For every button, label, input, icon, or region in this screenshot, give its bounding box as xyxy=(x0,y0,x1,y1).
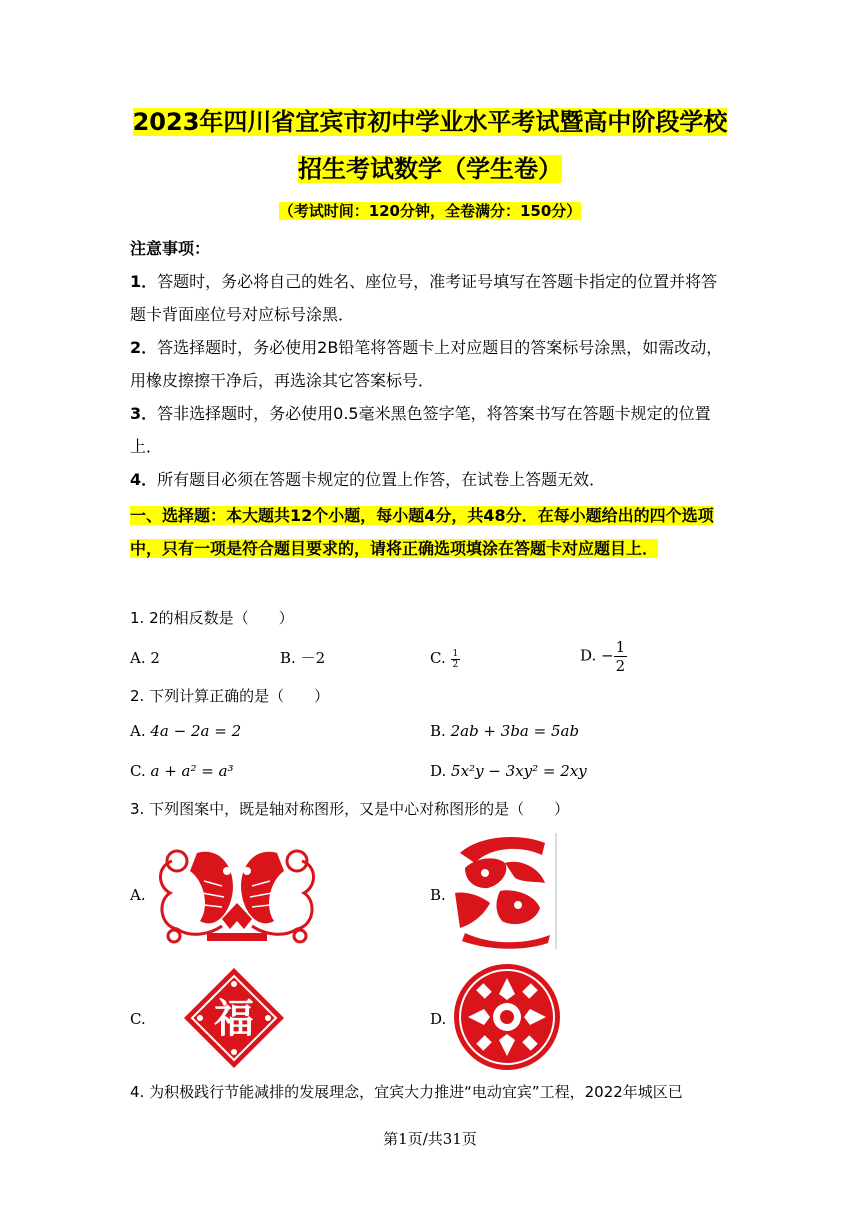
q3-option-c-label: C. xyxy=(130,1010,146,1028)
q1-d-fraction: $\frac{1}{2}$ xyxy=(615,638,626,675)
note-item-1: 1．答题时，务必将自己的姓名、座位号，准考证号填写在答题卡指定的位置并将答题卡背面座位号对应标号涂黑． xyxy=(130,272,718,324)
q1-c-fraction: $\frac{1}{2}$ xyxy=(452,648,459,670)
paper-cut-bird-icon xyxy=(450,833,560,949)
q3-option-d-label: D. xyxy=(430,1010,447,1028)
q1-option-d: D. − $\frac{1}{2}$ xyxy=(580,638,626,675)
q1-stem: 1. 2的相反数是（ ） xyxy=(130,609,294,627)
notes-heading: 注意事项： xyxy=(130,239,211,258)
page-footer: 第1页/共31页 xyxy=(383,1130,477,1148)
note-item-2: 2．答选择题时，务必使用2B铅笔将答题卡上对应题目的答案标号涂黑，如需改动，用橡皮擦擦干净后，再选涂其它答案标号． xyxy=(130,338,723,390)
paper-cut-fu-icon xyxy=(182,966,286,1070)
q3-option-a-label: A. xyxy=(130,886,146,904)
paper-cut-circle-icon xyxy=(452,962,562,1072)
q1-option-c: C. $\frac{1}{2}$ xyxy=(430,648,459,670)
q1-option-b: B. －2 xyxy=(280,649,326,667)
q3-option-b-label: B. xyxy=(430,886,446,904)
q4-stem: 4. 为积极践行节能减排的发展理念，宜宾大力推进“电动宜宾”工程，2022年城区已 xyxy=(130,1083,683,1101)
q2-option-b: B. 2ab + 3ba = 5ab xyxy=(430,722,580,740)
title-line-1: 2023年四川省宜宾市初中学业水平考试暨高中阶段学校 xyxy=(132,108,728,136)
fu-character: 福 xyxy=(214,996,254,1042)
q2-stem: 2. 下列计算正确的是（ ） xyxy=(130,687,330,705)
section1-heading: 一、选择题：本大题共12个小题，每小题4分，共48分．在每小题给出的四个选项中，只有一项是符合题目要求的，请将正确选项填涂在答题卡对应题目上． xyxy=(130,506,714,558)
q3-stem: 3. 下列图案中，既是轴对称图形，又是中心对称图形的是（ ） xyxy=(130,800,570,818)
q2-option-a: A. 4a − 2a = 2 xyxy=(130,722,242,740)
q2-option-d: D. 5x²y − 3xy² = 2xy xyxy=(430,762,587,780)
q1-option-a: A. 2 xyxy=(130,649,160,667)
note-item-4: 4．所有题目必须在答题卡规定的位置上作答，在试卷上答题无效． xyxy=(130,470,606,489)
paper-cut-fish-icon xyxy=(152,841,322,949)
exam-info: （考试时间：120分钟，全卷满分：150分） xyxy=(278,202,582,220)
title-line-2: 招生考试数学（学生卷） xyxy=(298,155,562,183)
note-item-3: 3．答非选择题时，务必使用0.5毫米黑色签字笔，将答案书写在答题卡规定的位置上． xyxy=(130,404,711,456)
q2-option-c: C. a + a² = a³ xyxy=(130,762,234,780)
